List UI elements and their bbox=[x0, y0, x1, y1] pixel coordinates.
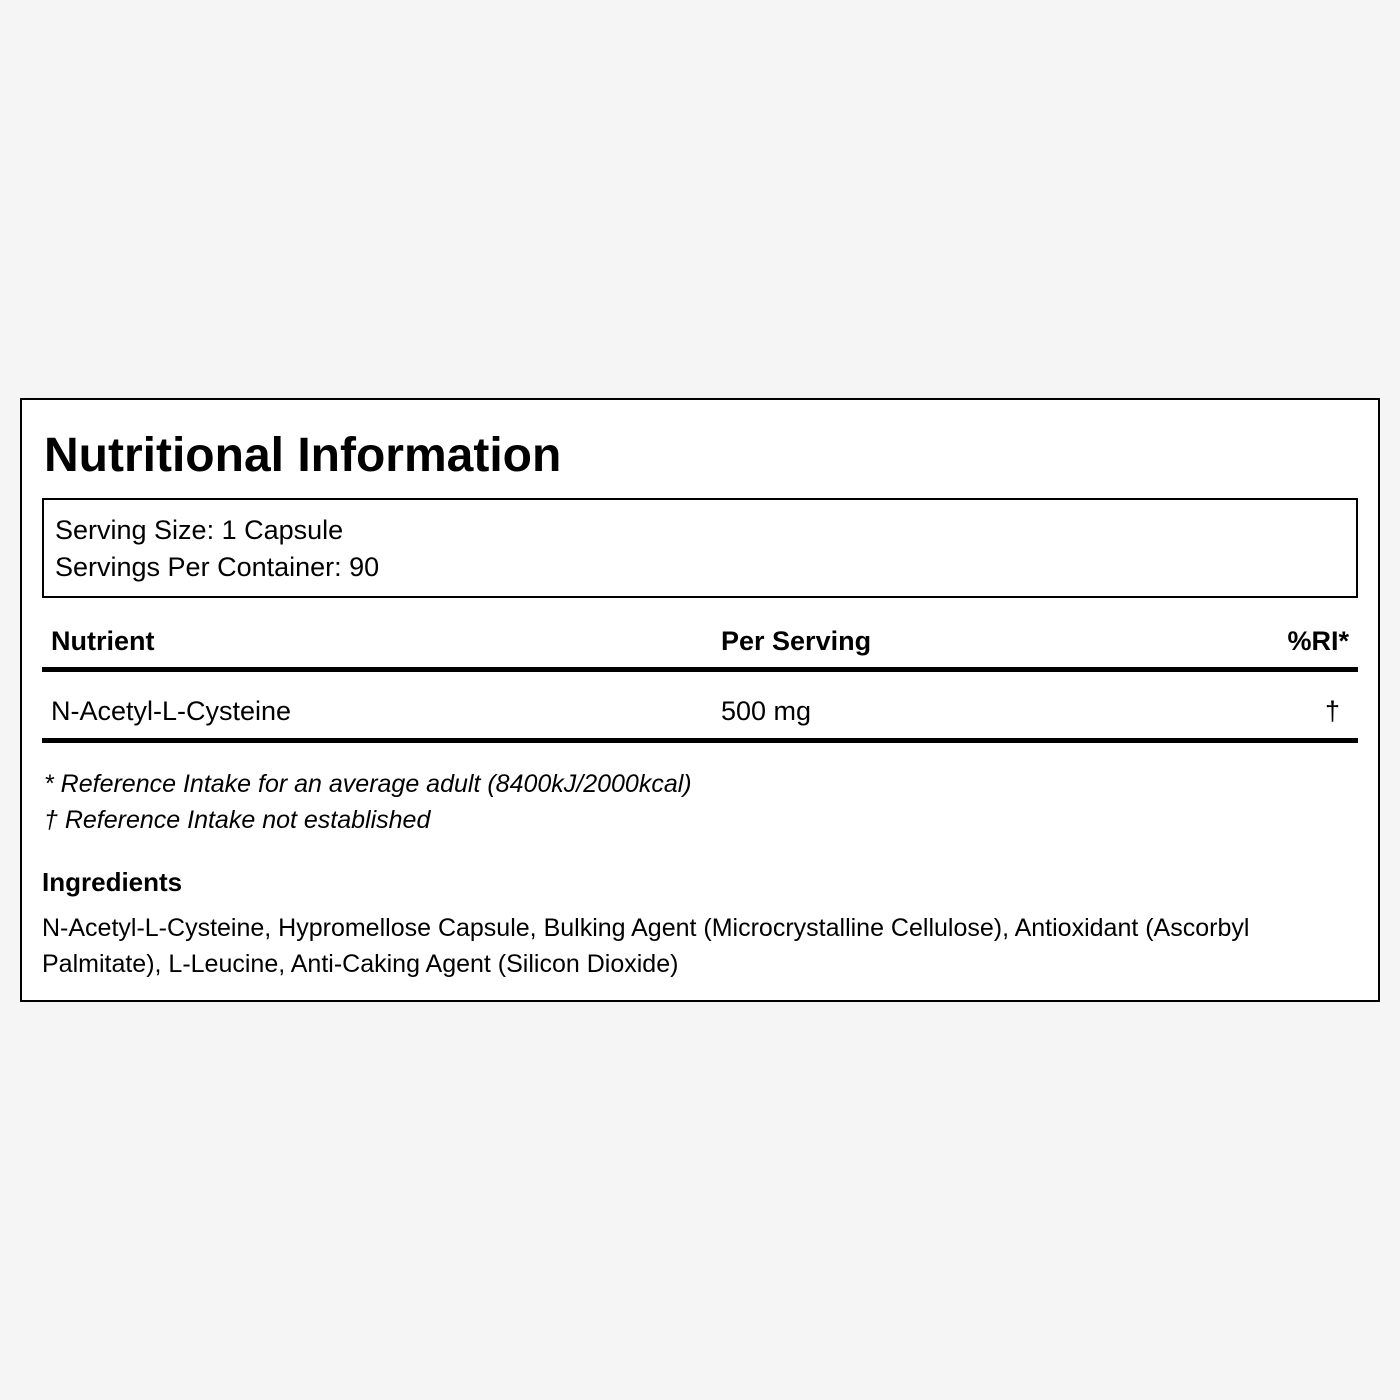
table-bottom-divider bbox=[42, 738, 1358, 743]
servings-per-container: Servings Per Container: 90 bbox=[55, 552, 380, 582]
footnote-not-established: † Reference Intake not established bbox=[44, 806, 431, 834]
nutrition-panel bbox=[20, 398, 1380, 1002]
column-header-nutrient: Nutrient bbox=[51, 626, 155, 656]
serving-info-box bbox=[42, 498, 1358, 598]
column-header-per-serving: Per Serving bbox=[721, 626, 872, 656]
header-divider bbox=[42, 667, 1358, 672]
panel-title: Nutritional Information bbox=[44, 429, 562, 482]
ingredients-heading: Ingredients bbox=[42, 867, 183, 897]
ingredients-list: N-Acetyl-L-Cysteine, Hypromellose Capsule, Bulking Agent (Microcrystalline Cellulose), Antioxidant (Ascorbyl Palmitate), L-Leucine, Anti-Caking Agent (Silicon Dioxide) bbox=[42, 914, 1250, 978]
row-nutrient-name: N-Acetyl-L-Cysteine bbox=[51, 696, 292, 726]
column-header-ri: %RI* bbox=[1287, 626, 1349, 656]
serving-size: Serving Size: 1 Capsule bbox=[55, 515, 344, 545]
footnote-reference-intake: * Reference Intake for an average adult (8400kJ/2000kcal) bbox=[44, 770, 692, 798]
row-ri-value: † bbox=[1324, 696, 1340, 726]
row-per-serving-value: 500 mg bbox=[721, 696, 812, 726]
